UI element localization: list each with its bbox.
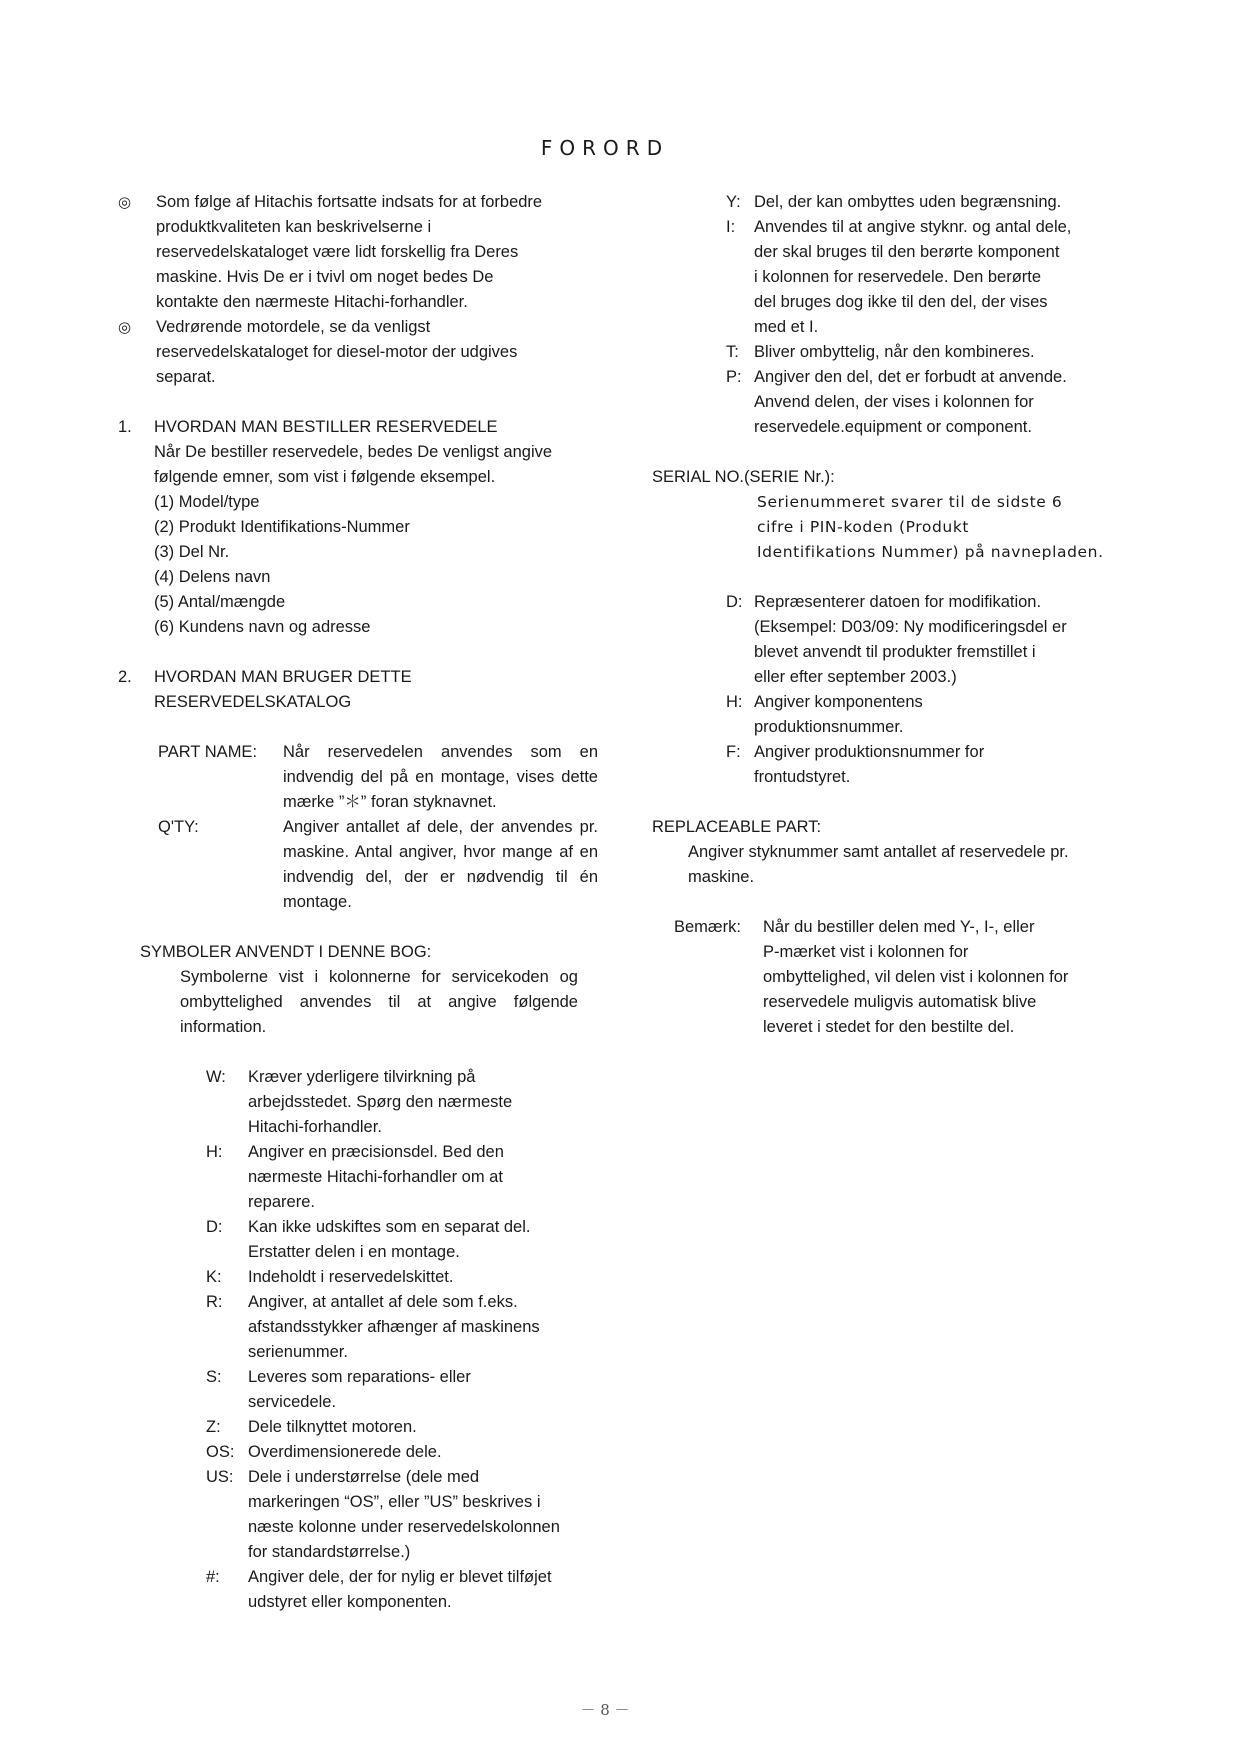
symbol-text-line: Bliver ombyttelig, når den kombineres. [754,343,1035,361]
replaceable-line: Angiver styknummer samt antallet af reservedele pr. [688,843,1069,861]
symbol-text [752,690,1112,740]
symbol-text [752,190,1112,215]
symbol-code: P: [726,368,742,386]
symbol-row [206,1215,598,1265]
section-heading-line: RESERVEDELSKATALOG [154,693,352,711]
symbol-code: D: [206,1218,223,1236]
definition-text: Når reservedelen anvendes som en indvendig del på en montage, vises dette mærke ”＊” foran styknavnet. [283,743,598,811]
symbol-text-line: Angiver den del, det er forbudt at anvende. [754,368,1067,386]
symbol-text-line: reparere. [248,1193,315,1211]
symbol-text-line: markeringen “OS”, eller ”US” beskrives i [248,1493,541,1511]
symbol-text-line: serienummer. [248,1343,348,1361]
symbol-text-line: Dele i understørrelse (dele med [248,1468,480,1486]
symbol-code: T: [726,343,739,361]
symbol-text-line: Repræsenterer datoen for modifikation. [754,593,1042,611]
symbol-text-line: Anvend delen, der vises i kolonnen for [754,393,1034,411]
definition-row [118,740,598,815]
symbols-list [118,1065,598,1615]
symbol-text-line: med et I. [754,318,819,336]
symbol-text-line: frontudstyret. [754,768,851,786]
intro-notes [118,190,598,390]
symbol-text-line: næste kolonne under reservedelskolonnen [248,1518,560,1536]
note-item [118,190,598,315]
symbol-text-line: Leveres som reparations- eller [248,1368,471,1386]
order-item: (1) Model/type [154,493,260,511]
symbol-code: H: [726,693,743,711]
symbol-row [206,1465,598,1565]
symbol-text-line: Hitachi-forhandler. [248,1118,382,1136]
symbol-code: K: [206,1268,222,1286]
symbol-row [206,1365,598,1415]
symbol-row [712,740,1112,790]
serial-line: Serienummeret svarer til de sidste 6 [757,493,1063,511]
symbols-list-continued [652,190,1112,440]
symbol-text [248,1215,598,1265]
symbol-text-line: eller efter september 2003.) [754,668,957,686]
symbol-row [206,1065,598,1140]
order-item: (5) Antal/mængde [154,593,286,611]
symbol-code-cell [712,340,752,365]
page-number: － 8 － [580,1701,630,1719]
symbol-text-line: afstandsstykker afhænger af maskinens [248,1318,540,1336]
symbol-text-line: reservedele.equipment or component. [754,418,1032,436]
right-column [652,190,1112,1040]
note-line: Vedrørende motordele, se da venligst [156,318,431,336]
symbol-code: Z: [206,1418,221,1436]
remark-line: ombyttelighed, vil delen vist i kolonnen for [763,968,1069,986]
symbol-text [248,1065,598,1140]
symbol-code-cell [712,365,752,440]
serial-description [652,490,1112,565]
intro-line: Når De bestiller reservedele, bedes De venligst angive [154,443,553,461]
symbols-intro: Symbolerne vist i kolonnerne for servicekoden og ombyttelighed anvendes til at angive følgende information. [180,968,578,1036]
left-column [118,190,598,1615]
remark-line: P-mærket vist i kolonnen for [763,943,969,961]
serial-line: cifre i PIN-koden (Produkt [757,518,970,536]
order-item: (2) Produkt Identifikations-Nummer [154,518,410,536]
symbol-code: W: [206,1068,226,1086]
symbol-row [712,365,1112,440]
symbol-text [752,340,1112,365]
symbol-code-cell [712,190,752,215]
note-item [118,315,598,390]
order-item: (3) Del Nr. [154,543,230,561]
symbol-text-line: Angiver en præcisionsdel. Bed den [248,1143,504,1161]
symbol-code: #: [206,1568,220,1586]
note-line: reservedelskataloget for diesel-motor der udgives [156,343,518,361]
symbol-code: S: [206,1368,222,1386]
symbol-code: Y: [726,193,741,211]
symbol-row [712,340,1112,365]
symbol-row [206,1265,598,1290]
symbol-row [206,1440,598,1465]
symbol-text-line: udstyret eller komponenten. [248,1593,452,1611]
remark-text [763,915,1112,1040]
symbol-text [752,590,1112,690]
symbol-text-line: Overdimensionerede dele. [248,1443,442,1461]
symbol-row [712,190,1112,215]
symbol-text-line: produktionsnummer. [754,718,904,736]
symbol-code: I: [726,218,736,236]
note-line: maskine. Hvis De er i tvivl om noget bedes De [156,268,494,286]
symbol-text-line: (Eksempel: D03/09: Ny modificeringsdel er [754,618,1067,636]
symbol-text [248,1465,598,1565]
symbol-text-line: Angiver produktionsnummer for [754,743,985,761]
remark-label: Bemærk: [674,918,741,936]
symbol-text-line: Kan ikke udskiftes som en separat del. [248,1218,531,1236]
symbol-code-cell [712,690,752,740]
symbol-text-line: Angiver, at antallet af dele som f.eks. [248,1293,518,1311]
symbol-code: H: [206,1143,223,1161]
symbol-code: D: [726,593,743,611]
symbol-row [712,215,1112,340]
section-number: 1. [118,418,132,436]
note-line: separat. [156,368,216,386]
symbol-text [248,1265,598,1290]
symbol-text-line: Kræver yderligere tilvirkning på [248,1068,476,1086]
symbol-row [206,1565,598,1615]
definition-text: Angiver antallet af dele, der anvendes pr. maskine. Antal angiver, hvor mange af en indvendig del, der er nødvendig til én montage. [283,818,598,911]
symbol-code-cell [712,590,752,690]
remark-line: Når du bestiller delen med Y-, I-, eller [763,918,1035,936]
serial-line: Identifikations Nummer) på navnepladen. [757,543,1104,561]
symbol-text-line: Erstatter delen i en montage. [248,1243,460,1261]
symbol-text [248,1290,598,1365]
serial-symbols-list [652,590,1112,790]
section-1 [118,415,598,640]
replaceable-heading: REPLACEABLE PART: [652,818,822,836]
order-item: (4) Delens navn [154,568,271,586]
symbol-row [206,1415,598,1440]
symbol-text-line: Anvendes til at angive styknr. og antal dele, [754,218,1072,236]
page-title: FORORD [540,136,670,160]
symbol-text-line: Angiver komponentens [754,693,923,711]
symbol-row [206,1140,598,1215]
symbol-code-cell [712,215,752,340]
symbol-text-line: for standardstørrelse.) [248,1543,411,1561]
order-item: (6) Kundens navn og adresse [154,618,371,636]
symbol-text-line: del bruges dog ikke til den del, der vises [754,293,1048,311]
definition-term: PART NAME: [158,743,258,761]
remark-line: leveret i stedet for den bestilte del. [763,1018,1015,1036]
symbol-row [712,590,1112,690]
symbol-text-line: Indeholdt i reservedelskittet. [248,1268,454,1286]
double-circle-icon: ◎ [118,319,132,336]
symbol-code: OS: [206,1443,235,1461]
symbol-text-line: arbejdsstedet. Spørg den nærmeste [248,1093,513,1111]
symbol-text [248,1365,598,1415]
symbol-text [752,740,1112,790]
replaceable-description [652,840,1112,890]
section-2 [118,665,598,715]
symbol-text [248,1440,598,1465]
section-heading: HVORDAN MAN BESTILLER RESERVEDELE [154,418,498,436]
symbol-text [248,1415,598,1440]
section-intro [154,440,598,490]
double-circle-icon: ◎ [118,194,132,211]
intro-line: følgende emner, som vist i følgende eksempel. [154,468,496,486]
symbol-text [248,1140,598,1215]
section-number: 2. [118,668,132,686]
symbol-text-line: i kolonnen for reservedele. Den berørte [754,268,1042,286]
definition-term: Q'TY: [158,818,199,836]
symbol-text [752,365,1112,440]
symbols-heading: SYMBOLER ANVENDT I DENNE BOG: [140,943,432,961]
note-line: kontakte den nærmeste Hitachi-forhandler. [156,293,468,311]
remark-line: reservedele muligvis automatisk blive [763,993,1037,1011]
symbol-row [206,1290,598,1365]
symbol-text-line: blevet anvendt til produkter fremstillet i [754,643,1036,661]
symbol-text-line: servicedele. [248,1393,337,1411]
serial-heading: SERIAL NO.(SERIE Nr.): [652,468,835,486]
symbol-code: R: [206,1293,223,1311]
symbol-text-line: nærmeste Hitachi-forhandler om at [248,1168,503,1186]
replaceable-line: maskine. [688,868,755,886]
definition-row [118,815,598,915]
order-items-list [154,490,598,640]
remark [652,915,1112,1040]
symbol-text [248,1565,598,1615]
note-line: Som følge af Hitachis fortsatte indsats for at forbedre [156,193,543,211]
symbol-text-line: Angiver dele, der for nylig er blevet tilføjet [248,1568,552,1586]
symbol-text-line: Dele tilknyttet motoren. [248,1418,417,1436]
symbol-text-line: Del, der kan ombyttes uden begrænsning. [754,193,1062,211]
note-line: produktkvaliteten kan beskrivelserne i [156,218,432,236]
symbol-code-cell [712,740,752,790]
definitions-list [118,740,598,915]
symbol-text [752,215,1112,340]
symbol-code: US: [206,1468,234,1486]
section-heading-line: HVORDAN MAN BRUGER DETTE [154,668,412,686]
symbol-text-line: der skal bruges til den berørte komponent [754,243,1060,261]
note-line: reservedelskataloget være lidt forskellig fra Deres [156,243,519,261]
symbol-row [712,690,1112,740]
symbol-code: F: [726,743,741,761]
